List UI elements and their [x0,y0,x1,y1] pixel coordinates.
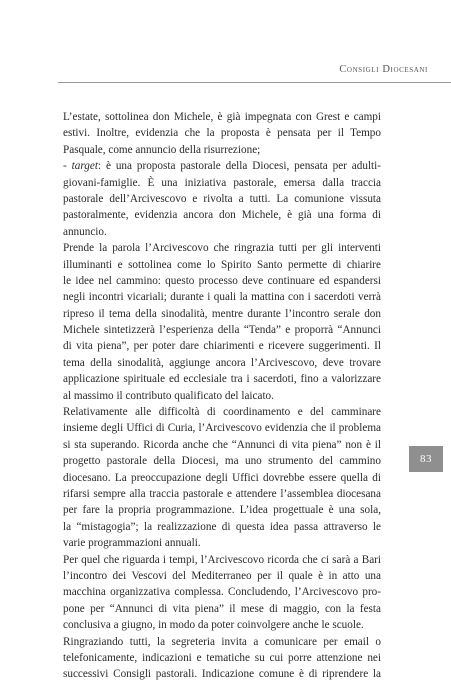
text-line: Relativamente alle difficoltà di coordinamento e del camminare [63,406,381,419]
text-line: diocesano. La preoccupazione degli Uffici dovrebbe essere quella di [63,471,381,484]
text-line: L’estate, sottolinea don Michele, è già impegnata con Grest e campi [63,111,381,123]
text-line: progetto pastorale della Diocesi, ma uno strumento del cammino [63,455,381,468]
text-line: estivi. Inoltre, evidenzia che la proposta è pensata per il Tempo [63,127,381,140]
text-line: insieme degli Uffici di Curia, l’Arcivescovo evidenzia che il problema [63,422,381,435]
text-line: di vita piena”, per poter dare chiarimenti e ricevere suggerimenti. Il [63,340,381,353]
text-line: per fare la propria programmazione. L’idea progettuale è una sola, [63,504,381,517]
text-line: varie programmazioni annuali. [63,537,201,550]
page-number-tab [409,446,443,472]
text-line: macchina organizzativa complessa. Concludendo, l’Arcivescovo pro- [63,586,381,599]
text-line: ripreso il tema della sinodalità, mentre durante l’incontro serale don [63,307,381,320]
text-line: rifarsi sempre alla traccia pastorale e attendere l’assemblea diocesana [63,487,381,500]
text-line: pastoralmente, evidenzia ancora don Michele, è già una forma di [63,209,381,222]
text-line: al massimo il contributo qualificato del laicato. [63,389,274,402]
text-line: successivi Consigli pastorali. Indicazione comune è di riprendere la [63,668,381,681]
text-line: negli incontri vicariali; durante i quali la mattina con i sacerdoti verrà [63,291,381,304]
text-line: telefonicamente, indicazioni e tematiche su cui porre attenzione nei [63,651,381,664]
text-line: Per quel che riguarda i tempi, l’Arcivescovo ricorda che ci sarà a Bari [63,553,381,566]
text-line: Prende la parola l’Arcivescovo che ringrazia tutti per gli interventi [63,242,381,255]
text-line: l’incontro dei Vescovi del Mediterraneo per il quale è in atto una [63,569,381,582]
text-line: pastorale dell’Arcivescovo e rivolta a tutti. La comunione vissuta [63,192,381,205]
text-line: giovani-famiglie. È una iniziativa pastorale, emersa dalla traccia [63,176,381,189]
text-line: le idee nel cammino: questo processo deve continuare ed espandersi [63,274,381,287]
text-line: Pasquale, come annuncio della risurrezione; [63,143,261,156]
text-line: Michele sintetizzerà l’esperienza della “Tenda” e proporrà “Annunci [63,324,381,337]
page-number: 83 [420,453,432,465]
text-line: Ringraziando tutti, la segreteria invita a comunicare per email o [63,635,381,648]
text-line: pone per “Annunci di vita piena” il mese di maggio, con la festa [63,602,381,615]
text-line: - target: è una proposta pastorale della Diocesi, pensata per adulti- [63,160,381,173]
text-line: tema della sinodalità, aggiunge ancora l’Arcivescovo, deve trovare [63,356,381,369]
text-line: la “mistagogia”; la realizzazione di questa idea passa attraverso le [63,520,381,533]
running-head: Consigli Diocesani [339,64,428,75]
text-line: illuminanti e sottolinea come lo Spirito Santo permette di chiarire [63,258,381,271]
body-text [63,109,381,683]
text-line: conclusiva a giugno, in modo da poter coinvolgere anche le scuole. [63,619,364,632]
text-line: annuncio. [63,225,107,238]
text-line: si sta superando. Ricorda anche che “Annunci di vita piena” non è il [63,438,381,451]
text-line: applicazione spirituale ed ecclesiale tra i sacerdoti, fino a valorizzare [63,373,381,386]
header-rule [58,82,451,83]
